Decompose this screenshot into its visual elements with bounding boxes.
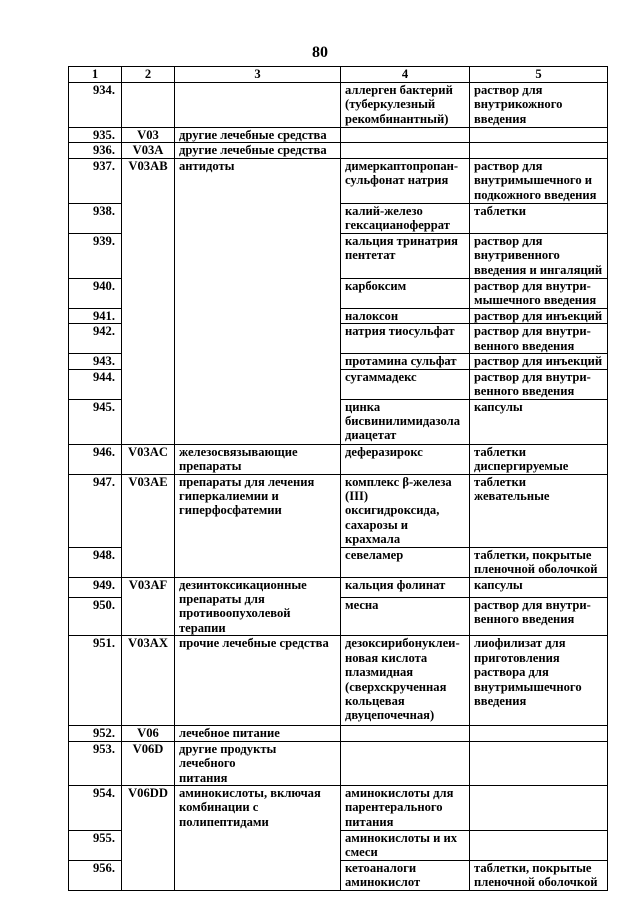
table-row bbox=[69, 444, 608, 474]
header-col-2: 2 bbox=[122, 67, 175, 83]
table-row bbox=[69, 577, 608, 597]
row-number-cell: 943. bbox=[69, 354, 122, 369]
drug-name-cell: натрия тиосульфат bbox=[341, 324, 470, 354]
row-number-cell: 934. bbox=[69, 83, 122, 128]
table-header-row bbox=[69, 67, 608, 83]
dosage-form-cell: таблетки диспергируемые bbox=[470, 444, 608, 474]
dosage-form-cell: раствор для внутри- мышечного введения bbox=[470, 278, 608, 308]
row-number-cell: 937. bbox=[69, 158, 122, 203]
group-name-cell: лечебное питание bbox=[175, 726, 341, 741]
atc-code-cell: V03AB bbox=[122, 158, 175, 444]
drug-name-cell: карбоксим bbox=[341, 278, 470, 308]
dosage-form-cell: раствор для инъекций bbox=[470, 308, 608, 323]
row-number-cell: 956. bbox=[69, 860, 122, 890]
group-name-cell: дезинтоксикационные препараты для противоопухолевой терапии bbox=[175, 577, 341, 636]
drug-name-cell bbox=[341, 741, 470, 785]
dosage-form-cell: раствор для внутри- венного введения bbox=[470, 369, 608, 399]
table-row bbox=[69, 83, 608, 128]
row-number-cell: 938. bbox=[69, 203, 122, 233]
header-col-4: 4 bbox=[341, 67, 470, 83]
dosage-form-cell bbox=[470, 128, 608, 143]
dosage-form-cell bbox=[470, 785, 608, 830]
table-row bbox=[69, 128, 608, 143]
atc-code-cell bbox=[122, 83, 175, 128]
row-number-cell: 954. bbox=[69, 785, 122, 830]
drug-name-cell: дезоксирибонуклеи- новая кислота плазмидная (сверхскрученная кольцевая двуцепочечная) bbox=[341, 636, 470, 726]
row-number-cell: 955. bbox=[69, 830, 122, 860]
drug-name-cell: аллерген бактерий (туберкулезный рекомбинантный) bbox=[341, 83, 470, 128]
drug-name-cell bbox=[341, 128, 470, 143]
row-number-cell: 935. bbox=[69, 128, 122, 143]
row-number-cell: 944. bbox=[69, 369, 122, 399]
drug-name-cell: кальция фолинат bbox=[341, 577, 470, 597]
atc-code-cell: V06 bbox=[122, 726, 175, 741]
group-name-cell: другие продукты лечебного питания bbox=[175, 741, 341, 785]
row-number-cell: 949. bbox=[69, 577, 122, 597]
row-number-cell: 948. bbox=[69, 547, 122, 577]
page-number: 80 bbox=[312, 44, 328, 61]
dosage-form-cell: таблетки, покрытые пленочной оболочкой bbox=[470, 547, 608, 577]
dosage-form-cell: капсулы bbox=[470, 399, 608, 444]
drug-name-cell: деферазирокс bbox=[341, 444, 470, 474]
atc-code-cell: V03AF bbox=[122, 577, 175, 636]
dosage-form-cell: таблетки, покрытые пленочной оболочкой bbox=[470, 860, 608, 890]
group-name-cell: антидоты bbox=[175, 158, 341, 444]
dosage-form-cell bbox=[470, 741, 608, 785]
dosage-form-cell: капсулы bbox=[470, 577, 608, 597]
row-number-cell: 945. bbox=[69, 399, 122, 444]
drug-name-cell: аминокислоты для парентерального питания bbox=[341, 785, 470, 830]
dosage-form-cell: раствор для инъекций bbox=[470, 354, 608, 369]
header-col-1: 1 bbox=[69, 67, 122, 83]
atc-code-cell: V06DD bbox=[122, 785, 175, 890]
table-row bbox=[69, 741, 608, 785]
dosage-form-cell: таблетки жевательные bbox=[470, 474, 608, 547]
drug-name-cell: цинка бисвинилимидазола диацетат bbox=[341, 399, 470, 444]
drug-name-cell: месна bbox=[341, 597, 470, 636]
drug-name-cell: налоксон bbox=[341, 308, 470, 323]
row-number-cell: 952. bbox=[69, 726, 122, 741]
header-col-3: 3 bbox=[175, 67, 341, 83]
dosage-form-cell bbox=[470, 726, 608, 741]
table-row bbox=[69, 158, 608, 203]
group-name-cell: аминокислоты, включая комбинации с полипептидами bbox=[175, 785, 341, 890]
table-body bbox=[69, 83, 608, 891]
row-number-cell: 951. bbox=[69, 636, 122, 726]
group-name-cell: другие лечебные средства bbox=[175, 128, 341, 143]
drug-name-cell bbox=[341, 726, 470, 741]
dosage-form-cell: раствор для внутривенного введения и ингаляций bbox=[470, 233, 608, 278]
header-col-5: 5 bbox=[470, 67, 608, 83]
atc-code-cell: V03AE bbox=[122, 474, 175, 577]
group-name-cell: железосвязывающие препараты bbox=[175, 444, 341, 474]
drug-name-cell bbox=[341, 143, 470, 158]
dosage-form-cell: раствор для внутрикожного введения bbox=[470, 83, 608, 128]
table-row bbox=[69, 143, 608, 158]
dosage-form-cell bbox=[470, 143, 608, 158]
row-number-cell: 942. bbox=[69, 324, 122, 354]
group-name-cell bbox=[175, 83, 341, 128]
atc-code-cell: V06D bbox=[122, 741, 175, 785]
table-row bbox=[69, 726, 608, 741]
row-number-cell: 947. bbox=[69, 474, 122, 547]
drug-name-cell: комплекс β-железа (III) оксигидроксида, сахарозы и крахмала bbox=[341, 474, 470, 547]
drug-name-cell: кетоаналоги аминокислот bbox=[341, 860, 470, 890]
drug-name-cell: калий-железо гексацианоферрат bbox=[341, 203, 470, 233]
drug-name-cell: севеламер bbox=[341, 547, 470, 577]
drug-name-cell: кальция тринатрия пентетат bbox=[341, 233, 470, 278]
row-number-cell: 936. bbox=[69, 143, 122, 158]
dosage-form-cell: раствор для внутри- венного введения bbox=[470, 324, 608, 354]
row-number-cell: 950. bbox=[69, 597, 122, 636]
atc-code-cell: V03AX bbox=[122, 636, 175, 726]
group-name-cell: другие лечебные средства bbox=[175, 143, 341, 158]
row-number-cell: 940. bbox=[69, 278, 122, 308]
dosage-form-cell: лиофилизат для приготовления раствора для внутримышечного введения bbox=[470, 636, 608, 726]
drug-name-cell: сугаммадекс bbox=[341, 369, 470, 399]
table-row bbox=[69, 785, 608, 830]
row-number-cell: 941. bbox=[69, 308, 122, 323]
atc-code-cell: V03AC bbox=[122, 444, 175, 474]
drug-name-cell: димеркаптопропан- сульфонат натрия bbox=[341, 158, 470, 203]
atc-code-cell: V03A bbox=[122, 143, 175, 158]
drug-table bbox=[68, 66, 608, 891]
table-row bbox=[69, 474, 608, 547]
row-number-cell: 953. bbox=[69, 741, 122, 785]
dosage-form-cell: раствор для внутри- венного введения bbox=[470, 597, 608, 636]
dosage-form-cell bbox=[470, 830, 608, 860]
dosage-form-cell: таблетки bbox=[470, 203, 608, 233]
dosage-form-cell: раствор для внутримышечного и подкожного введения bbox=[470, 158, 608, 203]
drug-name-cell: аминокислоты и их смеси bbox=[341, 830, 470, 860]
group-name-cell: препараты для лечения гиперкалиемии и гиперфосфатемии bbox=[175, 474, 341, 577]
drug-name-cell: протамина сульфат bbox=[341, 354, 470, 369]
atc-code-cell: V03 bbox=[122, 128, 175, 143]
row-number-cell: 946. bbox=[69, 444, 122, 474]
table-row bbox=[69, 636, 608, 726]
row-number-cell: 939. bbox=[69, 233, 122, 278]
group-name-cell: прочие лечебные средства bbox=[175, 636, 341, 726]
